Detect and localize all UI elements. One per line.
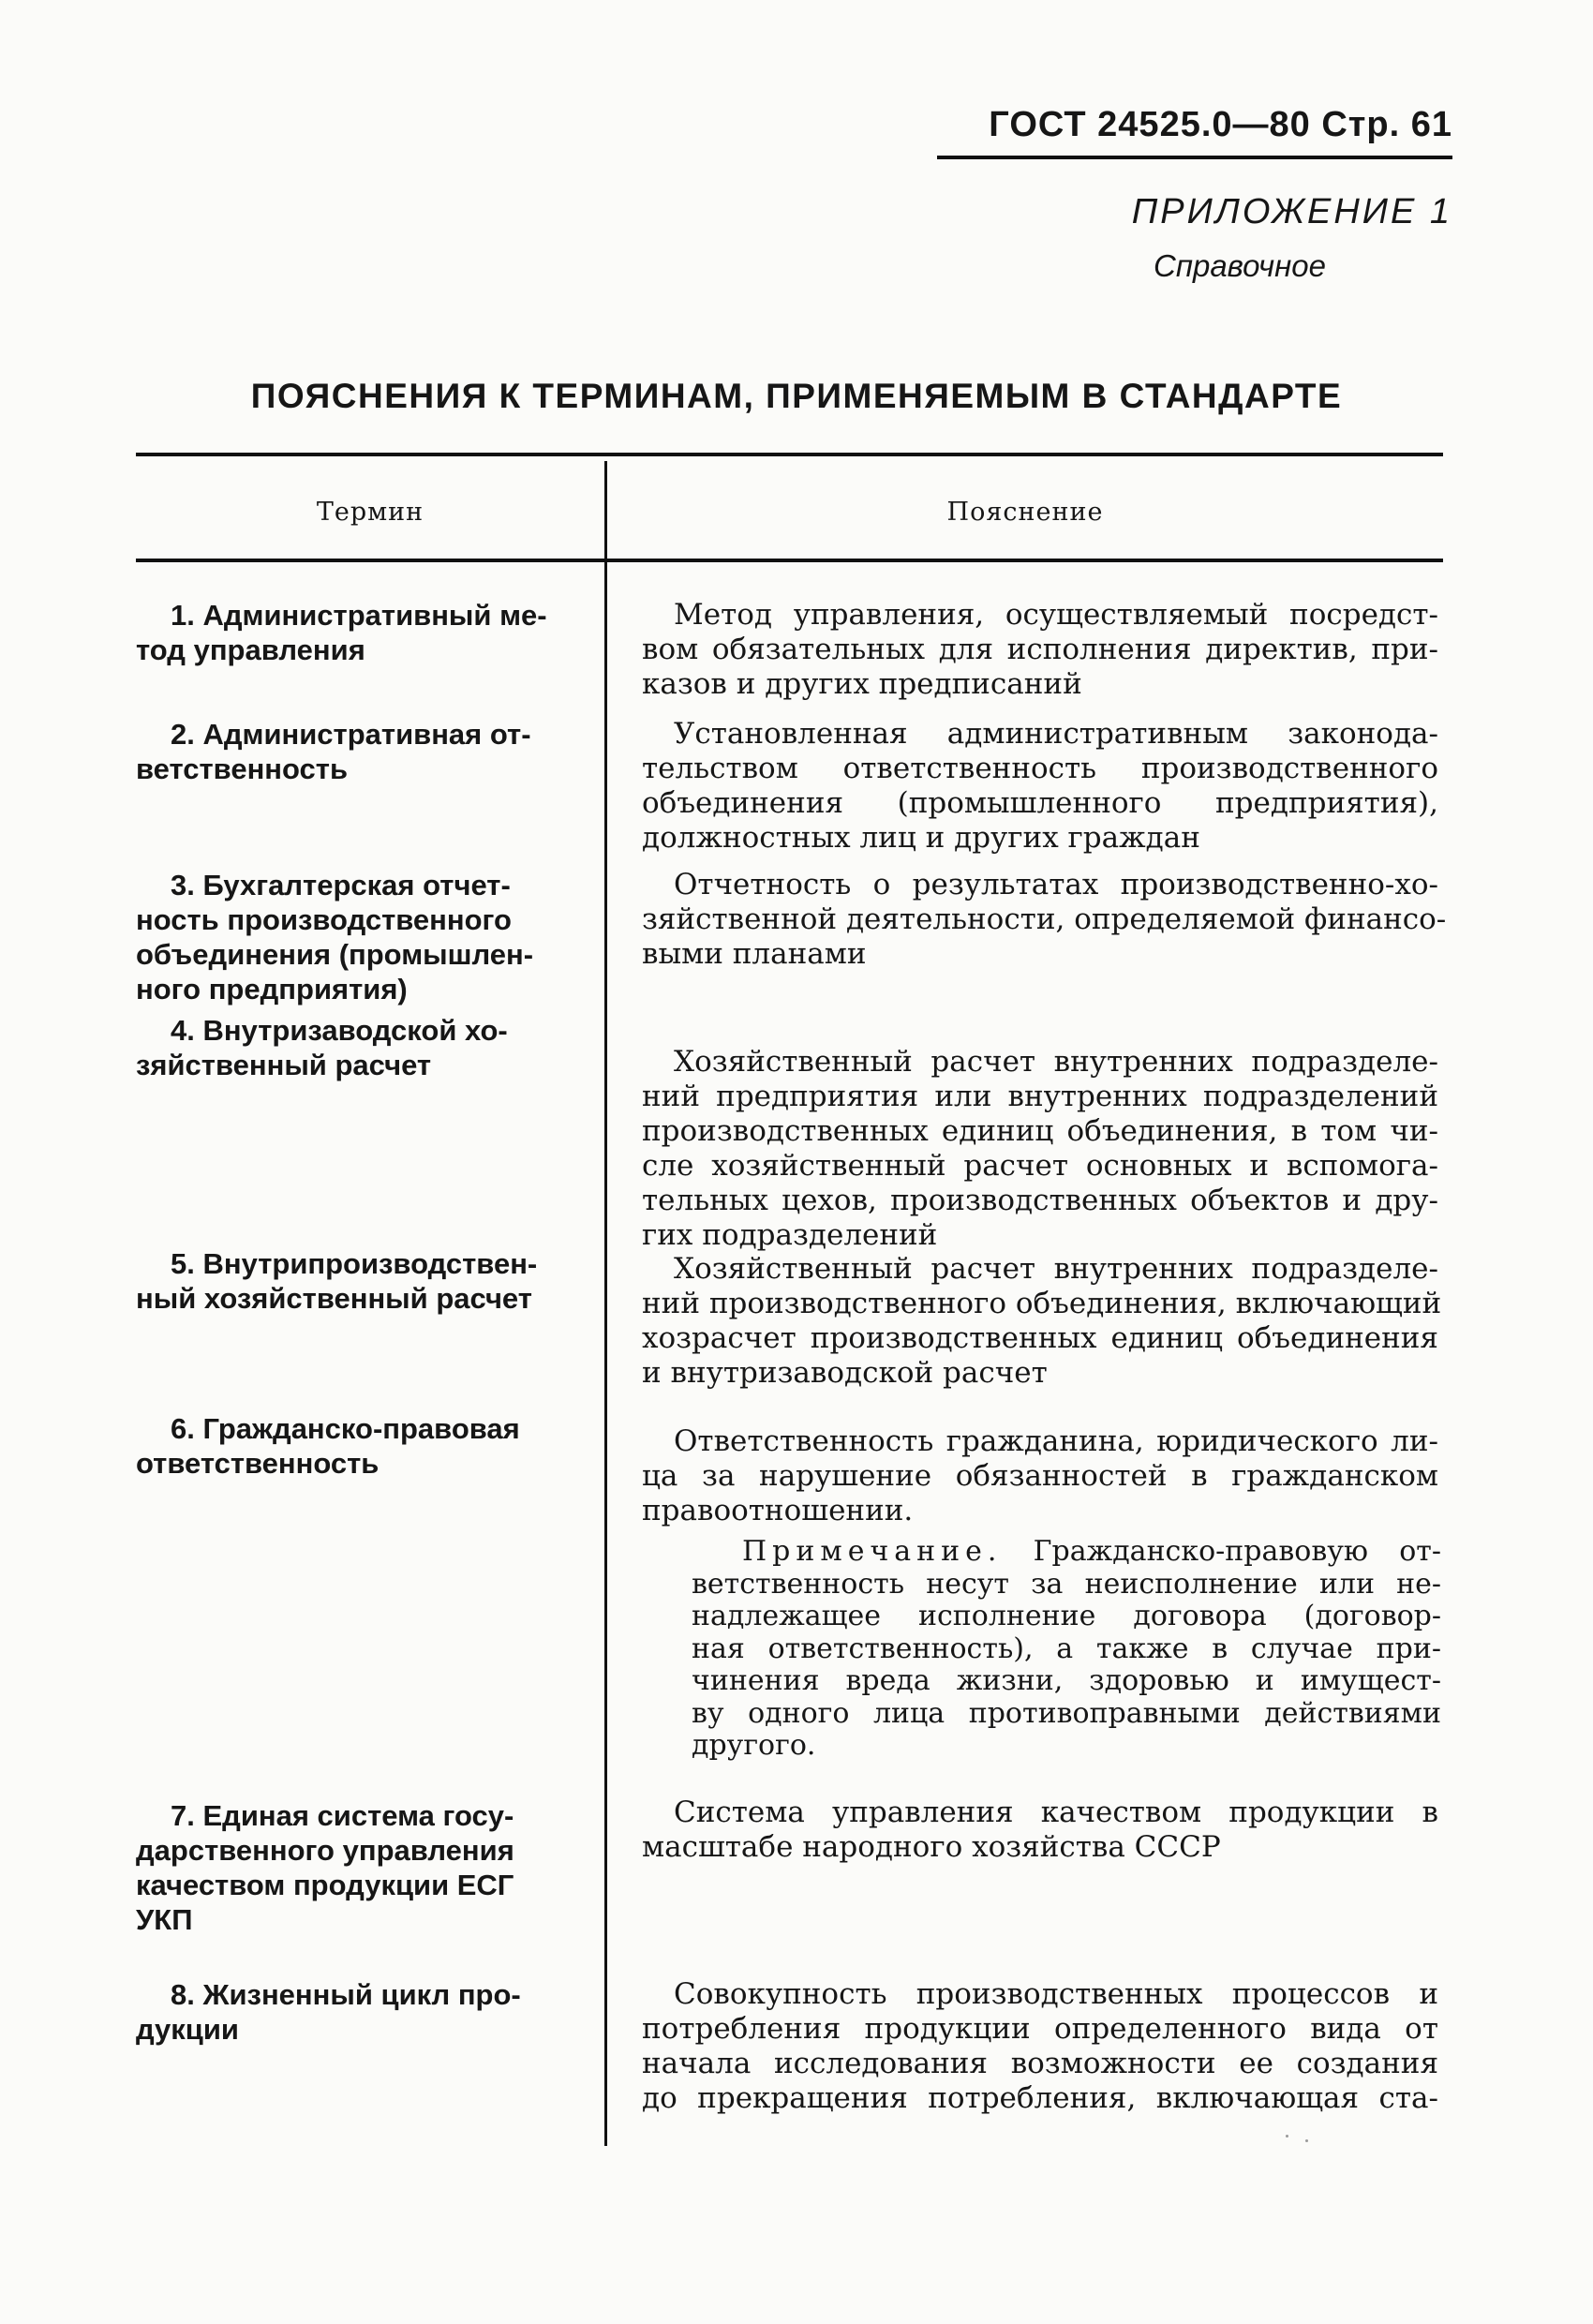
note-label: Примечание. <box>742 1535 1003 1568</box>
explanation-line: потребления продукции определенного вида от <box>642 2012 1438 2046</box>
term-line: ность производственного <box>136 903 512 936</box>
table-row-term <box>136 1246 581 1316</box>
explanation-line: зяйственной деятельности, определяемой финансо- <box>642 902 1447 936</box>
table-row-explanation <box>642 1795 1438 1865</box>
term-line: 4. Внутризаводской хо- <box>171 1014 508 1047</box>
term-line: УКП <box>136 1903 193 1936</box>
explanation-line: производственных единиц объединения, в том чи- <box>642 1114 1438 1148</box>
explanation-line: гих подразделений <box>642 1218 938 1252</box>
scan-speck <box>1286 2135 1288 2138</box>
explanation-line: правоотношении. <box>642 1494 914 1527</box>
term-line: 8. Жизненный цикл про- <box>171 1978 521 2011</box>
note-line: ная ответственность), а также в случае при- <box>692 1631 1441 1665</box>
standard-reference: ГОСТ 24525.0—80 Стр. 61 <box>989 105 1452 144</box>
note-line: надлежащее исполнение договора (договор- <box>692 1600 1441 1632</box>
term-line: 2. Административная от- <box>171 718 531 751</box>
explanation-line: ний производственного объединения, включающий <box>642 1287 1442 1320</box>
explanation-line: Отчетность о результатах производственно-хо- <box>674 868 1438 901</box>
table-row-term <box>136 868 581 1006</box>
table-row-term <box>136 1411 581 1481</box>
page-title: ПОЯСНЕНИЯ К ТЕРМИНАМ, ПРИМЕНЯЕМЫМ В СТАНДАРТЕ <box>250 377 1343 415</box>
table-row-note <box>692 1536 1441 1763</box>
explanation-line: хозрасчет производственных единиц объединения <box>642 1321 1438 1355</box>
note-text: Гражданско-правовую от- <box>1033 1535 1441 1568</box>
note-line: ветственность несут за неисполнение или не- <box>692 1567 1441 1601</box>
explanation-line: ца за нарушение обязанностей в гражданском <box>642 1459 1438 1493</box>
explanation-line: тельством ответственность производственного <box>642 752 1438 785</box>
term-line: дарственного управления <box>136 1834 514 1867</box>
explanation-line: Установленная административным законода- <box>674 717 1438 751</box>
explanation-line: сле хозяйственный расчет основных и вспомога- <box>642 1149 1438 1183</box>
table-row-term <box>136 1013 581 1082</box>
table-row-explanation <box>642 1977 1438 2116</box>
term-line: ного предприятия) <box>136 973 408 1006</box>
scan-speck <box>1305 2139 1308 2142</box>
table-top-rule <box>136 453 1443 456</box>
table-row-term <box>136 1977 581 2047</box>
term-line: 1. Административный ме- <box>171 599 547 632</box>
note-line: ву одного лица противоправными действиями <box>692 1696 1441 1730</box>
explanation-line: Ответственность гражданина, юридического ли- <box>674 1424 1438 1458</box>
explanation-line: выми планами <box>642 937 867 971</box>
appendix-type: Справочное <box>1153 248 1326 283</box>
term-line: ответственность <box>136 1447 380 1480</box>
explanation-line: ний предприятия или внутренних подразделений <box>642 1080 1438 1113</box>
table-row-explanation <box>642 1252 1442 1391</box>
term-line: зяйственный расчет <box>136 1049 432 1081</box>
table-row-explanation <box>642 1045 1438 1253</box>
header-rule <box>937 156 1452 159</box>
table-row-term <box>136 598 581 667</box>
table-row-explanation <box>642 598 1438 702</box>
explanation-line: тельных цехов, производственных объектов и дру- <box>642 1184 1438 1217</box>
table-row-explanation <box>642 868 1447 972</box>
note-line: другого. <box>692 1729 816 1762</box>
table-row-explanation <box>642 717 1438 856</box>
term-line: тод управления <box>136 633 365 666</box>
term-line: 6. Гражданско-правовая <box>171 1412 520 1445</box>
explanation-line: Совокупность производственных процессов и <box>674 1977 1438 2011</box>
term-line: дукции <box>136 2013 239 2046</box>
table-row-term <box>136 1798 581 1937</box>
explanation-line: масштабе народного хозяйства СССР <box>642 1830 1221 1864</box>
term-line: объединения (промышлен- <box>136 938 534 971</box>
table-header-rule <box>136 559 1443 562</box>
term-line: 3. Бухгалтерская отчет- <box>171 869 511 901</box>
note-line <box>692 1536 1441 1569</box>
column-header-term: Термин <box>316 498 424 527</box>
term-line: 7. Единая система госу- <box>171 1799 514 1832</box>
term-line: качеством продукции ЕСГ <box>136 1869 514 1901</box>
explanation-line: Хозяйственный расчет внутренних подразделе- <box>674 1045 1438 1079</box>
table-column-divider <box>604 461 607 2146</box>
term-line: ный хозяйственный расчет <box>136 1282 532 1315</box>
explanation-line: Хозяйственный расчет внутренних подразделе- <box>674 1252 1438 1286</box>
explanation-line: должностных лиц и других граждан <box>642 821 1200 855</box>
explanation-line: вом обязательных для исполнения директив, при- <box>642 633 1438 666</box>
explanation-line: казов и других предписаний <box>642 667 1082 701</box>
term-line: 5. Внутрипроизводствен- <box>171 1247 538 1280</box>
column-header-explanation: Пояснение <box>946 498 1104 527</box>
explanation-line: до прекращения потребления, включающая ста- <box>642 2081 1438 2115</box>
table-row-explanation <box>642 1424 1438 1528</box>
explanation-line: и внутризаводской расчет <box>642 1356 1048 1390</box>
terms-table <box>136 453 1447 2146</box>
appendix-label: ПРИЛОЖЕНИЕ 1 <box>1131 192 1452 231</box>
explanation-line: Метод управления, осуществляемый посредст- <box>674 598 1438 632</box>
explanation-line: объединения (промышленного предприятия), <box>642 786 1438 820</box>
explanation-line: начала исследования возможности ее создания <box>642 2047 1438 2080</box>
table-row-term <box>136 717 581 786</box>
explanation-line: Система управления качеством продукции в <box>674 1795 1438 1829</box>
note-line: чинения вреда жизни, здоровью и имущест- <box>692 1664 1441 1697</box>
term-line: ветственность <box>136 752 349 785</box>
